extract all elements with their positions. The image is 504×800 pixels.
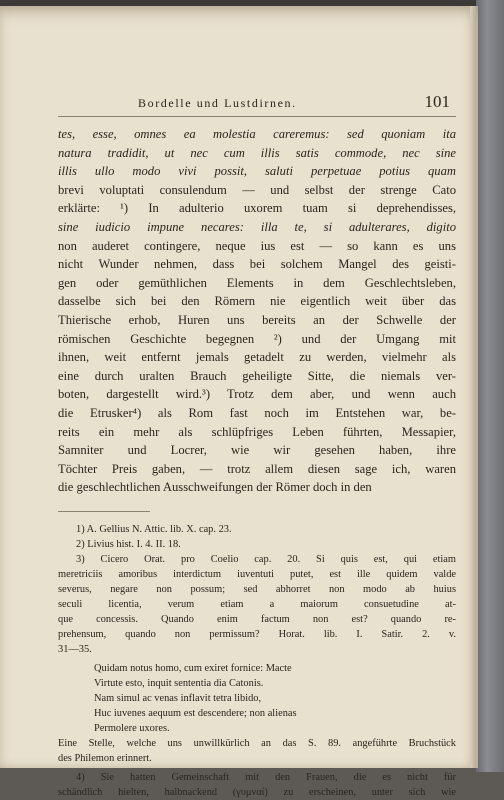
footnote-verse: Nam simul ac venas inflavit tetra libido, xyxy=(94,692,262,704)
body-line: brevi voluptati consulendum — und selbst der strenge Cato xyxy=(58,182,456,197)
body-line: gen oder gemüthlichen Elements in dem Geschlechtsleben, xyxy=(58,275,456,290)
body-line: eine durch uralten Brauch geheiligte Sitte, die niemals ver- xyxy=(58,368,456,383)
book-cover-edge xyxy=(476,0,504,772)
body-text xyxy=(58,125,456,497)
body-line: römischen Geschichte begegnen ²) und der Umgang mit xyxy=(58,331,456,346)
running-title: Bordelle und Lustdirnen. xyxy=(138,96,297,110)
page-number: 101 xyxy=(424,92,450,111)
body-line: Töchter Preis gaben, — trotz allem diesen sage ich, waren xyxy=(58,461,456,476)
footnote-line: 3) Cicero Orat. pro Coelio cap. 20. Si quis est, qui etiam xyxy=(76,553,456,565)
footnote-line: 1) A. Gellius N. Attic. lib. X. cap. 23. xyxy=(76,523,232,535)
body-line: ihnen, weit entfernt jemals getadelt zu werden, vielmehr als xyxy=(58,350,456,365)
body-line: nicht Wunder nehmen, dass bei solchem Mangel des geisti- xyxy=(58,257,456,272)
body-line: die Etrusker⁴) als Rom fast noch im Entstehen war, be- xyxy=(58,405,456,420)
body-line: natura tradidit, ut nec cum illis satis commode, nec sine xyxy=(58,145,456,160)
body-line: Samniter und Locrer, wie wir gesehen haben, ihre xyxy=(58,443,456,458)
body-line: Thierische erhob, Huren uns bereits an der Schwelle der xyxy=(58,312,456,327)
footnote-line: meretriciis amoribus interdictum iuventuti putet, est ille quidem valde xyxy=(58,568,456,580)
body-line: dasselbe sich bei den Römern nie eigentlich weit über das xyxy=(58,294,456,309)
page-edge-shadow xyxy=(470,6,476,768)
page-content xyxy=(58,94,456,800)
footnote-line: des Philemon erinnert. xyxy=(58,752,152,764)
footnote-verse: Quidam notus homo, cum exiret fornice: Macte xyxy=(94,662,292,674)
footnotes xyxy=(58,522,456,800)
footnote-line: severus, negare non possum; sed abhorret non modo ab huius xyxy=(58,583,456,595)
footnote-line: prehensum, quando non permissum? Horat. lib. I. Satir. 2. v. xyxy=(58,628,456,640)
footnote-verse: Virtute esto, inquit sententia dia Catonis. xyxy=(94,677,264,689)
footnote-verse: Huc iuvenes aequum est descendere; non alienas xyxy=(94,707,297,719)
body-line: boten, dargestellt wird.³) Trotz dem aber, und wenn auch xyxy=(58,387,456,402)
body-line: erklärte: ¹) In adulterio uxorem tuam si deprehendisses, xyxy=(58,201,456,216)
footnote-verse: Permolere uxores. xyxy=(94,722,170,734)
body-line: die geschlechtlichen Ausschweifungen der Römer doch in den xyxy=(58,480,372,495)
body-line: sine iudicio impune necares: illa te, si adulterares, digito xyxy=(58,219,456,234)
body-line: reits ein mehr als schlüpfriges Leben führten, Messapier, xyxy=(58,424,456,439)
body-line: illis ullo modo vivi possit, saluti perpetuae potius quam xyxy=(58,164,456,179)
footnote-line: Eine Stelle, welche uns unwillkürlich an das S. 89. angeführte Bruchstück xyxy=(58,737,456,749)
footnote-line: 4) Sie hatten Gemeinschaft mit den Frauen, die es nicht für xyxy=(76,771,456,783)
footnote-line: seculi licentia, verum etiam a maiorum consuetudine at- xyxy=(58,598,456,610)
footnote-line: schändlich hielten, halbnackend (γυμναί) zu erscheinen, unter sich wie xyxy=(58,786,456,798)
footnote-divider xyxy=(58,511,150,512)
footnote-line: que concessis. Quando enim factum non est? quando re- xyxy=(58,613,456,625)
body-line: non auderet contingere, neque ius est — so kann es uns xyxy=(58,238,456,253)
footnote-line: 2) Livius hist. I. 4. II. 18. xyxy=(76,538,181,550)
body-line: tes, esse, omnes ea molestia careremus: sed quoniam ita xyxy=(58,127,456,141)
footnote-line: 31—35. xyxy=(58,643,92,655)
running-head xyxy=(58,94,456,117)
